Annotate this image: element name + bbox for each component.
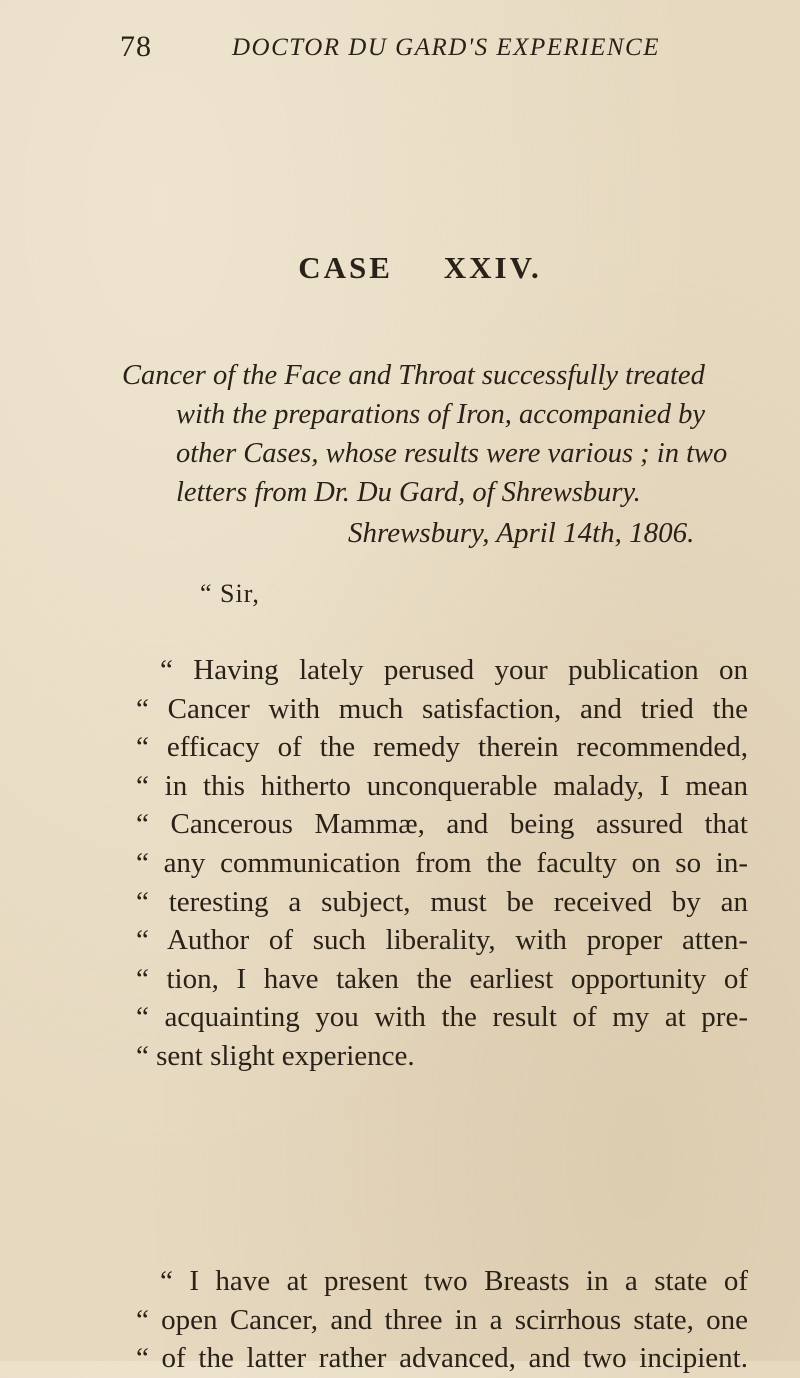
text-line: “ any communication from the faculty on so in- — [136, 846, 748, 879]
text-line: “ efficacy of the remedy therein recommended, — [136, 731, 748, 764]
letter-dateline: Shrewsbury, April 14th, 1806. — [348, 517, 695, 549]
paragraph-2 — [136, 1262, 748, 1378]
text-line: “ open Cancer, and three in a scirrhous state, one — [136, 1303, 748, 1336]
text-line: “ teresting a subject, must be received by an — [136, 885, 748, 918]
case-subtitle — [122, 356, 740, 512]
text-line: “ I have at present two Breasts in a state of — [160, 1265, 748, 1297]
text-line: “ in this hitherto unconquerable malady, I mean — [136, 769, 748, 802]
text-line: “ Having lately perused your publication on — [160, 654, 748, 686]
subtitle-rest: with the preparations of Iron, accompanied by other Cases, whose results were various ; in two letters from Dr. Du Gard, of Shrewsbury. — [176, 399, 728, 508]
running-title: DOCTOR DU GARD'S EXPERIENCE — [232, 34, 660, 61]
text-line: “ Cancer with much satisfaction, and tried the — [136, 692, 748, 725]
case-numeral: XXIV. — [443, 250, 542, 285]
subtitle-first-line: Cancer of the Face and Throat successfully treated — [122, 360, 705, 391]
paragraph-1 — [136, 651, 748, 1076]
text-line: “ of the latter rather advanced, and two incipient. — [136, 1342, 748, 1375]
letter-salutation: “ Sir, — [200, 579, 260, 608]
case-label: CASE — [298, 250, 393, 285]
text-line: “ Author of such liberality, with proper atten- — [136, 924, 748, 957]
text-line: “ tion, I have taken the earliest opportunity of — [136, 962, 748, 995]
text-line: “ Cancerous Mammæ, and being assured that — [136, 808, 748, 841]
case-heading — [0, 250, 800, 286]
page-number: 78 — [120, 30, 152, 63]
running-head — [120, 30, 720, 70]
text-line: “ sent slight experience. — [136, 1039, 415, 1072]
text-line: “ acquainting you with the result of my at pre- — [136, 1001, 748, 1034]
